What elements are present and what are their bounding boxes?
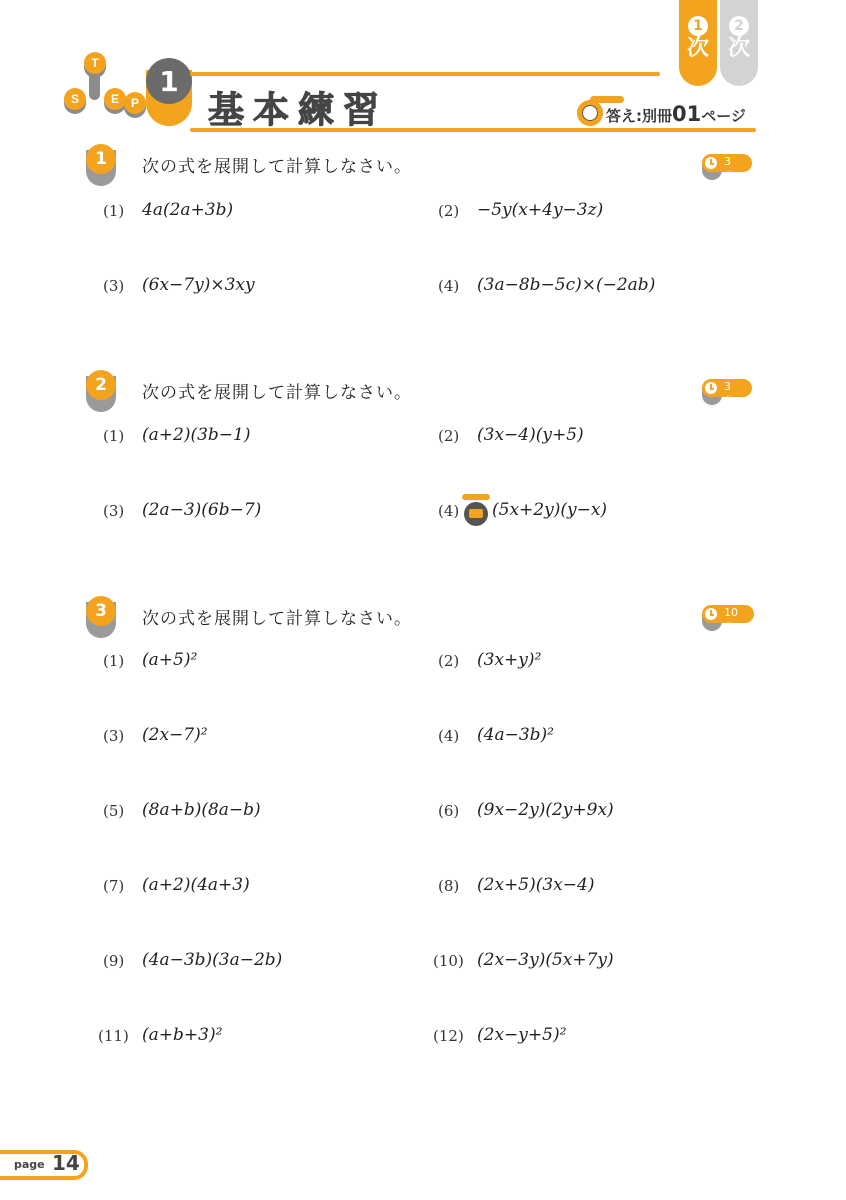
- step-letter: P: [124, 92, 146, 114]
- problem-expression: (3x−4)(y+5): [477, 425, 584, 445]
- tab-label: 次: [727, 36, 750, 61]
- problem-expression: (9x−2y)(2y+9x): [477, 800, 614, 820]
- problem-expression: (2a−3)(6b−7): [142, 500, 262, 520]
- problem-number: (4): [438, 727, 460, 745]
- step-letter: T: [84, 52, 106, 74]
- tab-label: 次: [686, 36, 709, 61]
- page-label: page: [14, 1158, 45, 1171]
- problem-expression: (2x+5)(3x−4): [477, 875, 595, 895]
- problem-expression: (5x+2y)(y−x): [492, 500, 608, 520]
- answer-reference: 答え:別冊01ページ: [606, 102, 746, 126]
- problem-expression: (4a−3b)(3a−2b): [142, 950, 283, 970]
- problem-expression: −5y(x+4y−3z): [477, 200, 604, 220]
- problem-expression: (a+5)²: [142, 650, 198, 670]
- problem-number: (3): [103, 727, 125, 745]
- problem-expression: (3a−8b−5c)×(−2ab): [477, 275, 656, 295]
- problem-number: (1): [103, 427, 125, 445]
- page-number: 14: [52, 1151, 80, 1175]
- problem-number: (3): [103, 502, 125, 520]
- tab-second-term[interactable]: [720, 0, 758, 86]
- step-number: 1: [146, 58, 192, 104]
- problem-number: (11): [98, 1027, 129, 1045]
- problem-number: (7): [103, 877, 125, 895]
- problem-expression: (2x−3y)(5x+7y): [477, 950, 614, 970]
- problem-number: (2): [438, 652, 460, 670]
- clock-icon: [705, 608, 717, 620]
- challenge-icon: [464, 502, 488, 526]
- section-instruction: 次の式を展開して計算しなさい。: [142, 383, 412, 403]
- problem-expression: (4a−3b)²: [477, 725, 554, 745]
- problem-number: (9): [103, 952, 125, 970]
- problem-expression: (2x−y+5)²: [477, 1025, 567, 1045]
- problem-number: (10): [433, 952, 464, 970]
- tab-number: 2: [729, 16, 749, 36]
- problem-expression: (8a+b)(8a−b): [142, 800, 261, 820]
- problem-expression: (2x−7)²: [142, 725, 208, 745]
- problem-expression: 4a(2a+3b): [142, 200, 234, 220]
- section-instruction: 次の式を展開して計算しなさい。: [142, 609, 412, 629]
- tab-first-term[interactable]: [679, 0, 717, 86]
- clock-icon: [705, 382, 717, 394]
- section-number: 1: [86, 144, 116, 174]
- problem-expression: (3x+y)²: [477, 650, 542, 670]
- lion-icon: [577, 100, 603, 126]
- problem-number: (1): [103, 652, 125, 670]
- problem-number: (3): [103, 277, 125, 295]
- problem-number: (4): [438, 277, 460, 295]
- problem-number: (6): [438, 802, 460, 820]
- step-letter: E: [104, 88, 126, 110]
- problem-number: (4): [438, 502, 460, 520]
- problem-number: (1): [103, 202, 125, 220]
- page-title: 基本練習: [208, 90, 389, 131]
- problem-expression: (6x−7y)×3xy: [142, 275, 255, 295]
- step-letter: S: [64, 88, 86, 110]
- header-rule: [190, 72, 660, 76]
- problem-number: (2): [438, 202, 460, 220]
- problem-number: (12): [433, 1027, 464, 1045]
- problem-expression: (a+2)(4a+3): [142, 875, 250, 895]
- problem-expression: (a+b+3)²: [142, 1025, 223, 1045]
- problem-number: (8): [438, 877, 460, 895]
- section-instruction: 次の式を展開して計算しなさい。: [142, 157, 412, 177]
- problem-expression: (a+2)(3b−1): [142, 425, 251, 445]
- problem-number: (2): [438, 427, 460, 445]
- tab-number: 1: [688, 16, 708, 36]
- section-number: 2: [86, 370, 116, 400]
- problem-number: (5): [103, 802, 125, 820]
- clock-icon: [705, 157, 717, 169]
- section-number: 3: [86, 596, 116, 626]
